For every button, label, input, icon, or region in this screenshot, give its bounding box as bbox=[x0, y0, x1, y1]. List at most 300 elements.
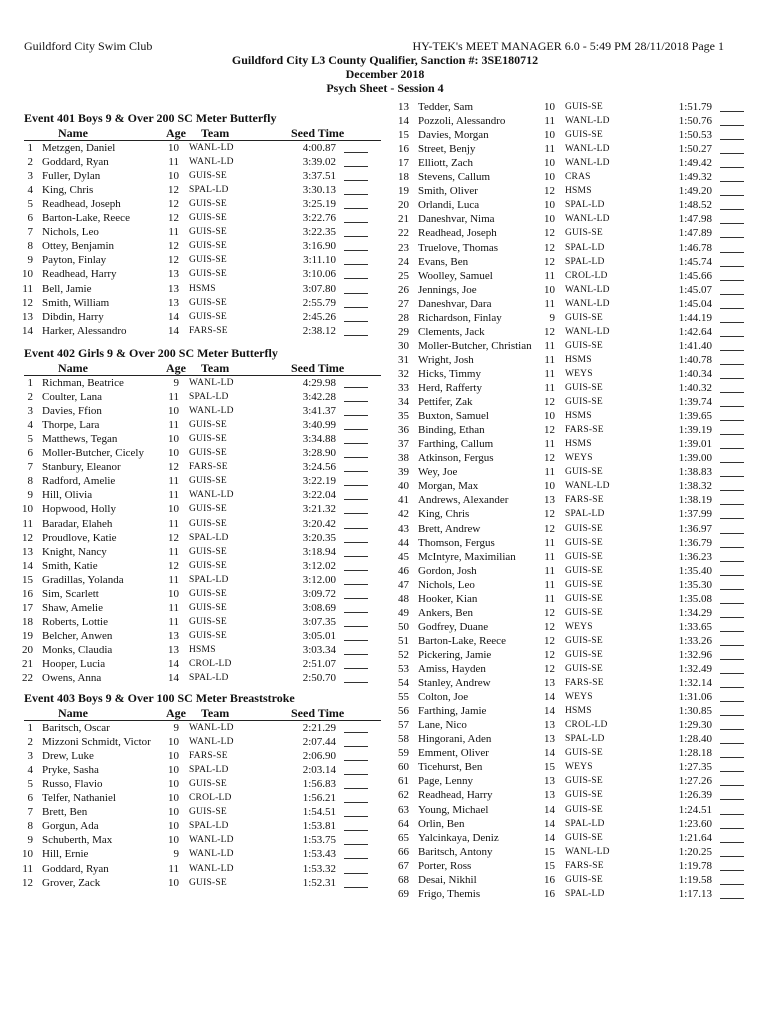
entry-rank: 7 bbox=[27, 806, 33, 819]
entry-row bbox=[13, 212, 373, 226]
column-header-name: Name bbox=[58, 126, 88, 140]
entry-age: 9 bbox=[173, 722, 179, 734]
entry-age: 10 bbox=[168, 778, 179, 791]
session-title: Psych Sheet - Session 4 bbox=[326, 81, 444, 95]
entry-seed-time: 1:42.64 bbox=[678, 325, 712, 338]
entry-seed-time: 1:39.01 bbox=[678, 438, 712, 451]
entry-name: Yalcinkaya, Deniz bbox=[418, 831, 499, 844]
entry-name: Buxton, Samuel bbox=[418, 410, 489, 423]
entry-seed-time: 3:12.02 bbox=[302, 559, 336, 572]
entry-rank: 22 bbox=[22, 672, 33, 685]
entry-team: SPAL-LD bbox=[565, 242, 605, 253]
event-title: Event 401 Boys 9 & Over 200 SC Meter Butterfly bbox=[24, 111, 277, 125]
entry-row bbox=[389, 284, 749, 298]
entry-blank-line bbox=[720, 874, 744, 885]
entry-row bbox=[13, 268, 373, 282]
entry-rank: 2 bbox=[27, 156, 33, 169]
entry-row bbox=[13, 863, 373, 877]
entry-rank: 2 bbox=[27, 736, 33, 749]
entry-team: HSMS bbox=[189, 644, 216, 655]
entry-age: 11 bbox=[544, 269, 555, 282]
entry-team: GUIS-SE bbox=[189, 269, 227, 280]
entry-row bbox=[13, 405, 373, 419]
entry-age: 9 bbox=[173, 848, 179, 861]
entry-seed-time: 1:36.97 bbox=[678, 522, 712, 535]
entry-age: 12 bbox=[544, 325, 555, 338]
entry-team: SPAL-LD bbox=[189, 185, 229, 196]
entry-seed-time: 1:53.75 bbox=[302, 834, 336, 847]
entry-blank-line bbox=[720, 101, 744, 112]
entry-seed-time: 1:31.06 bbox=[678, 691, 712, 704]
entry-name: Baradar, Elaheh bbox=[42, 517, 113, 530]
entry-row bbox=[13, 297, 373, 311]
entry-seed-time: 1:27.35 bbox=[678, 761, 712, 774]
entry-blank-line bbox=[344, 475, 368, 486]
entry-name: Davies, Ffion bbox=[42, 405, 102, 418]
entry-team: WANL-LD bbox=[189, 737, 234, 748]
entry-team: GUIS-SE bbox=[565, 804, 603, 815]
entry-rank: 69 bbox=[398, 887, 409, 900]
entry-row bbox=[13, 198, 373, 212]
entry-row bbox=[389, 888, 749, 902]
entry-team: GUIS-SE bbox=[565, 102, 603, 112]
entry-team: WANL-LD bbox=[565, 144, 610, 155]
entry-rank: 13 bbox=[398, 101, 409, 113]
entry-seed-time: 1:32.14 bbox=[678, 677, 712, 690]
entry-blank-line bbox=[720, 649, 744, 660]
entry-team: GUIS-SE bbox=[565, 312, 603, 323]
entry-age: 10 bbox=[168, 405, 179, 418]
entry-age: 12 bbox=[544, 227, 555, 240]
entry-row bbox=[389, 733, 749, 747]
entry-name: Hill, Olivia bbox=[42, 489, 93, 502]
entry-seed-time: 1:49.42 bbox=[678, 157, 712, 170]
entry-row bbox=[13, 672, 373, 686]
entry-team: GUIS-SE bbox=[189, 476, 227, 487]
entry-age: 11 bbox=[168, 391, 179, 404]
entry-blank-line bbox=[344, 722, 368, 733]
column-header-age: Age bbox=[166, 361, 186, 375]
entry-rank: 2 bbox=[27, 391, 33, 404]
entry-team: GUIS-SE bbox=[189, 807, 227, 818]
entry-team: GUIS-SE bbox=[189, 518, 227, 529]
entry-blank-line bbox=[720, 424, 744, 435]
entry-name: Andrews, Alexander bbox=[418, 494, 509, 507]
entry-rank: 14 bbox=[22, 559, 33, 572]
entry-rank: 64 bbox=[398, 817, 409, 830]
entry-rank: 4 bbox=[27, 764, 33, 777]
entry-seed-time: 1:47.98 bbox=[678, 213, 712, 226]
entry-team: SPAL-LD bbox=[565, 734, 605, 745]
entry-rank: 63 bbox=[398, 803, 409, 816]
entry-blank-line bbox=[720, 888, 744, 899]
entry-age: 10 bbox=[168, 750, 179, 763]
entry-age: 13 bbox=[168, 268, 179, 281]
entry-rank: 58 bbox=[398, 733, 409, 746]
entry-row bbox=[389, 719, 749, 733]
entry-age: 12 bbox=[544, 663, 555, 675]
entry-rank: 9 bbox=[27, 489, 33, 502]
entry-name: Gradillas, Yolanda bbox=[42, 573, 124, 586]
entry-name: Gordon, Josh bbox=[418, 564, 477, 577]
entry-row bbox=[389, 227, 749, 241]
entry-blank-line bbox=[344, 226, 368, 237]
entry-row bbox=[389, 621, 749, 635]
entry-age: 12 bbox=[168, 559, 179, 572]
entry-rank: 20 bbox=[22, 643, 33, 656]
entry-name: Daneshvar, Nima bbox=[418, 213, 495, 226]
entry-blank-line bbox=[344, 602, 368, 613]
entry-seed-time: 2:21.29 bbox=[302, 722, 336, 734]
entry-blank-line bbox=[344, 792, 368, 803]
entry-age: 13 bbox=[544, 789, 555, 802]
entry-blank-line bbox=[720, 494, 744, 505]
entry-seed-time: 3:22.04 bbox=[302, 489, 336, 502]
entry-blank-line bbox=[344, 616, 368, 627]
entry-row bbox=[389, 242, 749, 256]
entry-row bbox=[13, 518, 373, 532]
entry-age: 13 bbox=[168, 296, 179, 309]
entry-row bbox=[13, 475, 373, 489]
entry-team: GUIS-SE bbox=[189, 877, 227, 888]
column-header-team: Team bbox=[201, 361, 230, 375]
entry-blank-line bbox=[720, 115, 744, 126]
entry-team: SPAL-LD bbox=[565, 509, 605, 520]
entry-name: Brett, Ben bbox=[42, 806, 88, 819]
column-header-seed-time: Seed Time bbox=[291, 126, 345, 140]
entry-row bbox=[13, 311, 373, 325]
column-header-age: Age bbox=[166, 706, 186, 720]
entry-seed-time: 1:48.52 bbox=[678, 199, 712, 212]
entry-name: Radford, Amelie bbox=[42, 475, 116, 488]
entry-seed-time: 3:42.28 bbox=[302, 391, 336, 404]
entry-seed-time: 1:53.43 bbox=[302, 848, 336, 861]
entry-age: 12 bbox=[168, 184, 179, 197]
entry-team: GUIS-SE bbox=[565, 790, 603, 801]
entry-blank-line bbox=[720, 747, 744, 758]
entry-blank-line bbox=[344, 630, 368, 641]
entry-team: GUIS-SE bbox=[189, 241, 227, 252]
entry-seed-time: 2:38.12 bbox=[302, 324, 336, 337]
entry-team: CROL-LD bbox=[189, 659, 232, 669]
entry-row bbox=[13, 820, 373, 834]
entry-name: Schuberth, Max bbox=[42, 834, 113, 847]
entry-blank-line bbox=[344, 644, 368, 655]
entry-seed-time: 1:51.79 bbox=[678, 101, 712, 113]
entry-age: 14 bbox=[168, 658, 179, 670]
entry-rank: 13 bbox=[22, 545, 33, 558]
entry-name: Hill, Ernie bbox=[42, 848, 89, 861]
entry-row bbox=[13, 616, 373, 630]
entry-age: 12 bbox=[168, 254, 179, 267]
entry-rank: 6 bbox=[27, 447, 33, 460]
entry-row bbox=[13, 834, 373, 848]
entry-team: WANL-LD bbox=[565, 214, 610, 225]
entry-name: King, Chris bbox=[42, 184, 94, 197]
entry-rank: 19 bbox=[398, 185, 409, 198]
entry-name: Matthews, Tegan bbox=[42, 433, 118, 446]
entry-name: Hingorani, Aden bbox=[418, 733, 492, 746]
column-header-seed-time: Seed Time bbox=[291, 706, 345, 720]
entry-name: McIntyre, Maximilian bbox=[418, 550, 516, 563]
entry-rank: 48 bbox=[398, 592, 409, 605]
entry-team: WANL-LD bbox=[189, 863, 234, 874]
entry-row bbox=[389, 171, 749, 185]
entry-seed-time: 1:41.40 bbox=[678, 339, 712, 352]
entry-age: 11 bbox=[544, 466, 555, 479]
entry-blank-line bbox=[720, 804, 744, 815]
entry-row bbox=[389, 396, 749, 410]
entry-name: Farthing, Jamie bbox=[418, 705, 487, 718]
entry-seed-time: 1:45.74 bbox=[678, 255, 712, 268]
entry-team: FARS-SE bbox=[565, 425, 604, 436]
entry-blank-line bbox=[720, 382, 744, 393]
entry-age: 12 bbox=[544, 634, 555, 647]
entry-age: 12 bbox=[168, 198, 179, 211]
entry-blank-line bbox=[720, 508, 744, 519]
entry-blank-line bbox=[720, 284, 744, 295]
entry-row bbox=[389, 354, 749, 368]
entry-rank: 40 bbox=[398, 480, 409, 493]
entry-rank: 3 bbox=[27, 170, 33, 183]
entry-seed-time: 1:45.66 bbox=[678, 269, 712, 282]
entry-blank-line bbox=[344, 198, 368, 209]
entry-rank: 59 bbox=[398, 747, 409, 760]
entry-seed-time: 1:39.74 bbox=[678, 396, 712, 409]
entry-name: Frigo, Themis bbox=[418, 887, 481, 900]
entry-name: Elliott, Zach bbox=[418, 157, 473, 170]
header-meet-manager: HY-TEK's MEET MANAGER 6.0 - 5:49 PM 28/11/2018 Page 1 bbox=[412, 39, 724, 53]
entry-name: Moller-Butcher, Christian bbox=[418, 339, 532, 352]
entry-age: 11 bbox=[544, 578, 555, 591]
entry-team: HSMS bbox=[565, 186, 592, 197]
entry-rank: 1 bbox=[27, 377, 33, 389]
entry-team: GUIS-SE bbox=[565, 593, 603, 604]
entry-rank: 54 bbox=[398, 677, 409, 690]
entry-name: Richardson, Finlay bbox=[418, 311, 502, 324]
entry-rank: 46 bbox=[398, 564, 409, 577]
entry-rank: 7 bbox=[27, 226, 33, 239]
entry-row bbox=[13, 630, 373, 644]
entry-team: WANL-LD bbox=[565, 326, 610, 337]
entry-row bbox=[13, 184, 373, 198]
entry-rank: 51 bbox=[398, 634, 409, 647]
entry-name: Stanley, Andrew bbox=[418, 677, 491, 690]
entry-row bbox=[389, 115, 749, 129]
entry-name: Owens, Anna bbox=[42, 672, 102, 685]
entry-name: Pickering, Jamie bbox=[418, 648, 492, 661]
entry-team: WANL-LD bbox=[189, 157, 234, 168]
entry-row bbox=[13, 240, 373, 254]
entry-age: 12 bbox=[168, 212, 179, 225]
entry-rank: 34 bbox=[398, 396, 409, 409]
entry-seed-time: 2:45.26 bbox=[302, 310, 336, 323]
entry-name: Readhead, Harry bbox=[418, 789, 493, 802]
entry-row bbox=[13, 503, 373, 517]
entry-blank-line bbox=[344, 750, 368, 761]
entry-row bbox=[389, 424, 749, 438]
entry-seed-time: 1:36.23 bbox=[678, 550, 712, 563]
entry-blank-line bbox=[720, 607, 744, 618]
entry-rank: 12 bbox=[22, 876, 33, 889]
entry-seed-time: 3:28.90 bbox=[302, 447, 336, 460]
entry-row bbox=[389, 649, 749, 663]
entry-seed-time: 3:08.69 bbox=[302, 601, 336, 614]
entry-blank-line bbox=[344, 532, 368, 543]
entry-name: Mizzoni Schmidt, Victor bbox=[42, 736, 151, 749]
entry-row bbox=[389, 860, 749, 874]
entry-team: GUIS-SE bbox=[189, 616, 227, 627]
entry-age: 9 bbox=[549, 311, 555, 324]
entry-row bbox=[389, 157, 749, 171]
entry-team: SPAL-LD bbox=[189, 574, 229, 585]
entry-rank: 28 bbox=[398, 311, 409, 324]
entry-rank: 43 bbox=[398, 522, 409, 535]
entry-blank-line bbox=[720, 143, 744, 154]
entry-rank: 13 bbox=[22, 310, 33, 323]
entry-seed-time: 1:45.04 bbox=[678, 297, 712, 310]
entry-name: Farthing, Callum bbox=[418, 438, 494, 451]
entry-rank: 52 bbox=[398, 648, 409, 661]
entry-seed-time: 1:28.18 bbox=[678, 747, 712, 760]
entry-row bbox=[389, 846, 749, 860]
entry-rank: 36 bbox=[398, 424, 409, 437]
entry-row bbox=[389, 185, 749, 199]
entry-rank: 61 bbox=[398, 775, 409, 788]
entry-seed-time: 3:22.76 bbox=[302, 212, 336, 225]
entry-seed-time: 3:22.35 bbox=[302, 226, 336, 239]
entry-seed-time: 1:54.51 bbox=[302, 806, 336, 819]
entry-team: WANL-LD bbox=[189, 143, 234, 153]
meet-date: December 2018 bbox=[345, 67, 425, 81]
entry-age: 11 bbox=[544, 143, 555, 156]
entry-team: HSMS bbox=[565, 411, 592, 422]
entry-rank: 57 bbox=[398, 719, 409, 732]
entry-name: Emment, Oliver bbox=[418, 747, 489, 760]
entry-rank: 12 bbox=[22, 296, 33, 309]
entry-row bbox=[13, 377, 373, 391]
entry-name: Page, Lenny bbox=[418, 775, 473, 788]
entry-age: 15 bbox=[544, 845, 555, 858]
entry-name: Coulter, Lana bbox=[42, 391, 103, 404]
entry-name: Thorpe, Lara bbox=[42, 419, 100, 432]
entry-rank: 21 bbox=[398, 213, 409, 226]
entry-blank-line bbox=[720, 789, 744, 800]
entry-name: Ottey, Benjamin bbox=[42, 240, 114, 253]
entry-age: 14 bbox=[544, 705, 555, 718]
entry-blank-line bbox=[344, 820, 368, 831]
entry-name: Lane, Nico bbox=[418, 719, 467, 732]
entry-row bbox=[13, 156, 373, 170]
entry-row bbox=[13, 532, 373, 546]
entry-team: GUIS-SE bbox=[565, 635, 603, 646]
entry-row bbox=[389, 382, 749, 396]
entry-rank: 42 bbox=[398, 508, 409, 521]
entry-blank-line bbox=[344, 588, 368, 599]
entry-rank: 9 bbox=[27, 834, 33, 847]
entry-seed-time: 3:34.88 bbox=[302, 433, 336, 446]
entry-team: GUIS-SE bbox=[565, 537, 603, 548]
entry-rank: 22 bbox=[398, 227, 409, 240]
event-title: Event 402 Girls 9 & Over 200 SC Meter Butterfly bbox=[24, 346, 278, 360]
entry-blank-line bbox=[720, 537, 744, 548]
entry-rank: 8 bbox=[27, 475, 33, 488]
entry-seed-time: 1:24.51 bbox=[678, 803, 712, 816]
entry-name: Gorgun, Ada bbox=[42, 820, 99, 833]
entry-blank-line bbox=[344, 268, 368, 279]
entry-row bbox=[389, 466, 749, 480]
entry-seed-time: 1:39.00 bbox=[678, 452, 712, 465]
entry-age: 10 bbox=[544, 157, 555, 170]
entry-row bbox=[389, 579, 749, 593]
entry-age: 14 bbox=[544, 691, 555, 704]
entry-name: Tedder, Sam bbox=[418, 101, 473, 113]
entry-age: 11 bbox=[544, 382, 555, 394]
entry-team: WANL-LD bbox=[189, 406, 234, 417]
entry-seed-time: 2:06.90 bbox=[302, 750, 336, 763]
entry-row bbox=[13, 325, 373, 339]
header-rule bbox=[24, 375, 381, 376]
entry-age: 12 bbox=[544, 620, 555, 633]
entry-team: SPAL-LD bbox=[189, 673, 229, 684]
entry-rank: 35 bbox=[398, 410, 409, 423]
entry-row bbox=[13, 433, 373, 447]
entry-row bbox=[389, 480, 749, 494]
entry-blank-line bbox=[344, 672, 368, 683]
entry-seed-time: 1:32.96 bbox=[678, 648, 712, 661]
entry-blank-line bbox=[344, 184, 368, 195]
entry-row bbox=[389, 874, 749, 888]
entry-row bbox=[389, 368, 749, 382]
entry-team: HSMS bbox=[565, 706, 592, 717]
entry-blank-line bbox=[720, 129, 744, 140]
entry-name: Nichols, Leo bbox=[418, 578, 475, 591]
entry-age: 10 bbox=[168, 447, 179, 460]
entry-team: FARS-SE bbox=[189, 462, 228, 473]
entry-seed-time: 1:45.07 bbox=[678, 283, 712, 296]
entry-name: Wey, Joe bbox=[418, 466, 458, 479]
entry-age: 10 bbox=[168, 820, 179, 833]
entry-age: 11 bbox=[544, 592, 555, 605]
entry-rank: 24 bbox=[398, 255, 409, 268]
entry-team: GUIS-SE bbox=[189, 504, 227, 515]
entry-rank: 7 bbox=[27, 461, 33, 474]
entry-age: 11 bbox=[544, 297, 555, 310]
entry-row bbox=[389, 101, 749, 115]
entry-blank-line bbox=[344, 863, 368, 874]
entry-name: Readhead, Joseph bbox=[418, 227, 497, 240]
entry-name: Roberts, Lottie bbox=[42, 615, 108, 628]
entry-rank: 66 bbox=[398, 845, 409, 858]
entry-rank: 10 bbox=[22, 848, 33, 861]
entry-age: 12 bbox=[544, 255, 555, 268]
entry-rank: 20 bbox=[398, 199, 409, 212]
entry-row bbox=[389, 270, 749, 284]
entry-team: GUIS-SE bbox=[189, 602, 227, 613]
entry-team: GUIS-SE bbox=[189, 227, 227, 238]
entry-rank: 49 bbox=[398, 606, 409, 619]
entry-rank: 41 bbox=[398, 494, 409, 507]
entry-name: Pettifer, Zak bbox=[418, 396, 473, 409]
entry-age: 11 bbox=[544, 115, 555, 128]
entry-team: GUIS-SE bbox=[189, 171, 227, 182]
entry-name: Jennings, Joe bbox=[418, 283, 477, 296]
entry-seed-time: 1:19.78 bbox=[678, 859, 712, 872]
entry-name: Hooper, Lucia bbox=[42, 658, 106, 670]
entry-age: 11 bbox=[168, 226, 179, 239]
entry-row bbox=[389, 256, 749, 270]
entry-rank: 16 bbox=[398, 143, 409, 156]
